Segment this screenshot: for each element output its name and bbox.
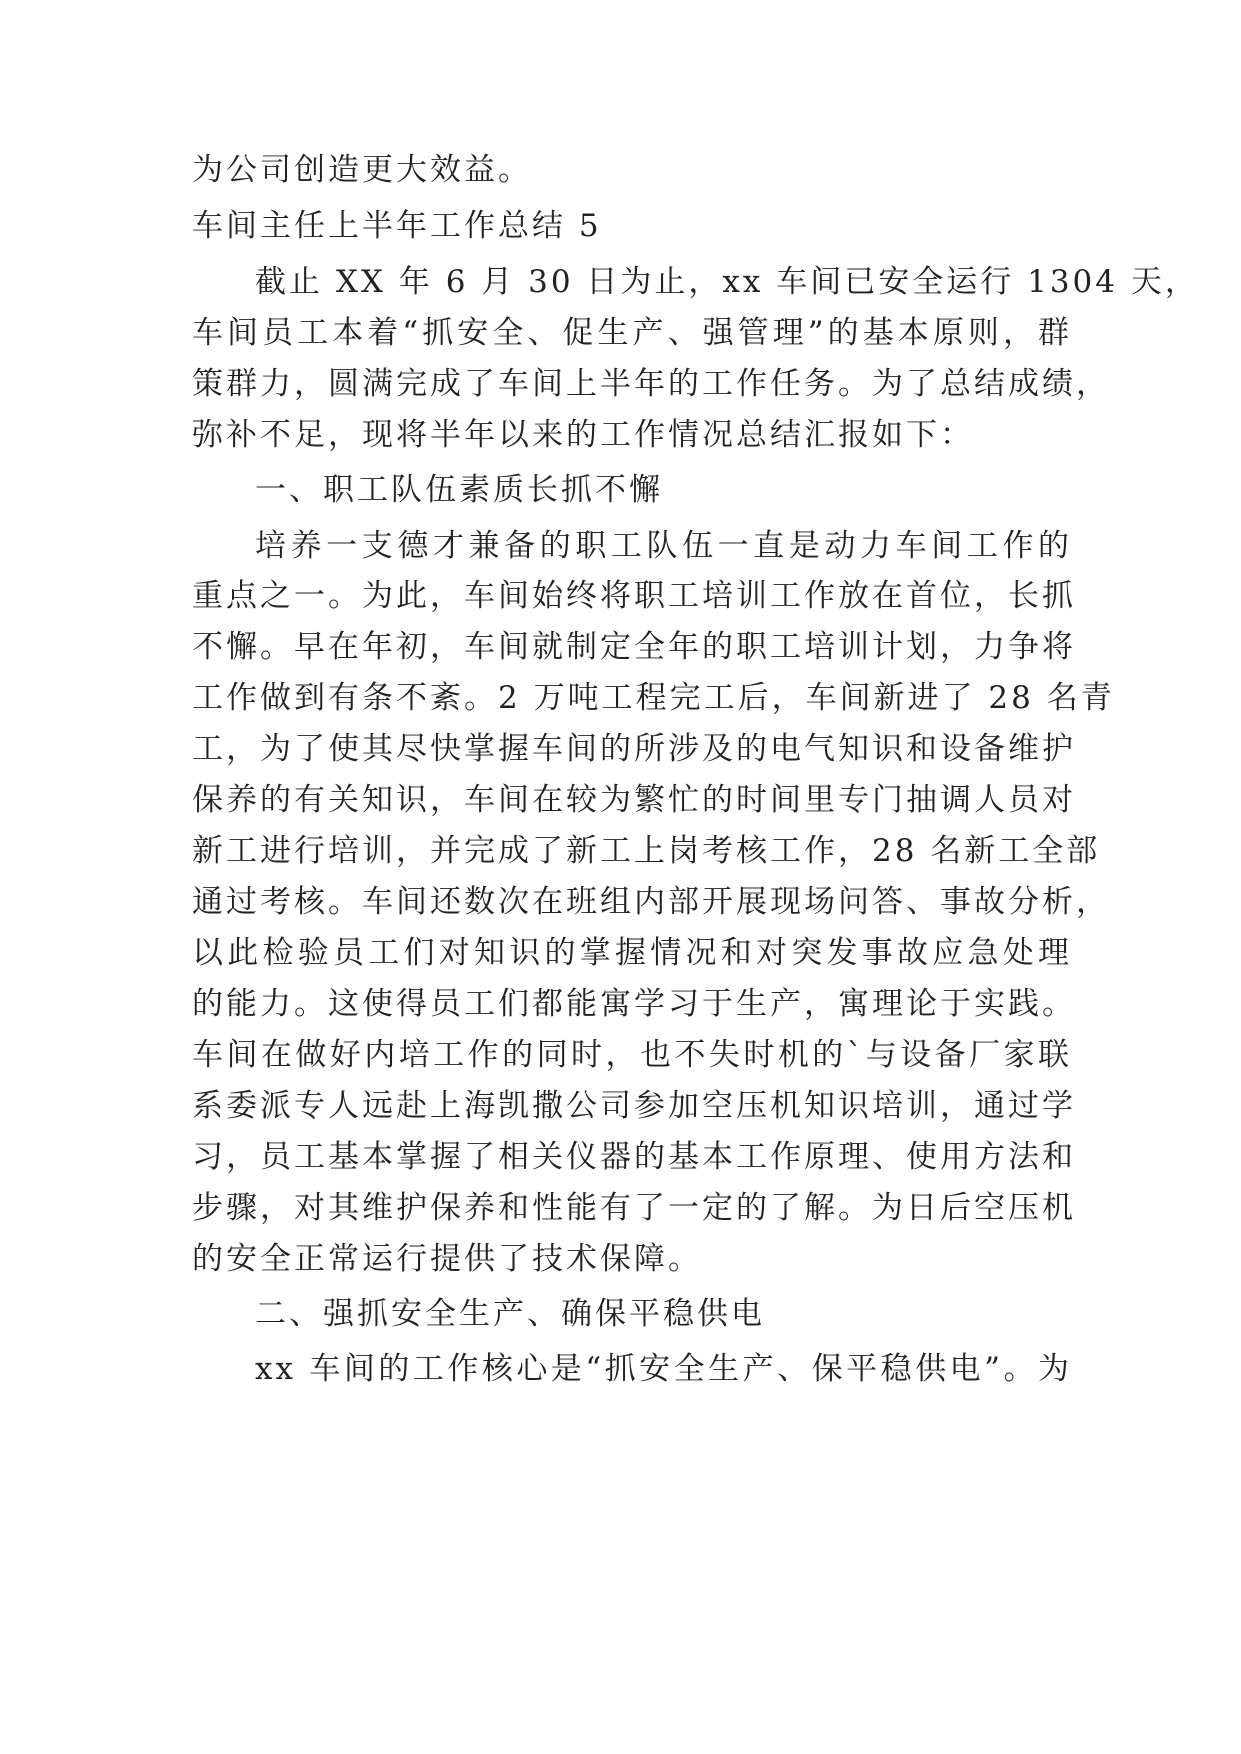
text-line-20: 习，员工基本掌握了相关仪器的基本工作原理、使用方法和 xyxy=(192,1139,1076,1175)
text-line-8: 培养一支德才兼备的职工队伍一直是动力车间工作的 xyxy=(255,528,1072,564)
text-line-3: 截止 XX 年 6 月 30 日为止，xx 车间已安全运行 1304 天， xyxy=(255,264,1199,300)
text-line-22: 的安全正常运行提供了技术保障。 xyxy=(192,1241,702,1277)
text-line-12: 工，为了使其尽快掌握车间的所涉及的电气知识和设备维护 xyxy=(192,731,1076,767)
text-line-11: 工作做到有条不紊。2 万吨工程完工后，车间新进了 28 名青 xyxy=(192,680,1115,716)
text-line-10: 不懈。早在年初，车间就制定全年的职工培训计划，力争将 xyxy=(192,629,1076,665)
text-line-16: 以此检验员工们对知识的掌握情况和对突发事故应急处理 xyxy=(192,935,1072,971)
text-line-17: 的能力。这使得员工们都能寓学习于生产，寓理论于实践。 xyxy=(192,986,1076,1022)
text-line-5: 策群力，圆满完成了车间上半年的工作任务。为了总结成绩， xyxy=(192,366,1110,402)
text-line-15: 通过考核。车间还数次在班组内部开展现场问答、事故分析， xyxy=(192,884,1110,920)
text-line-6: 弥补不足，现将半年以来的工作情况总结汇报如下： xyxy=(192,417,974,453)
text-line-14: 新工进行培训，并完成了新工上岗考核工作，28 名新工全部 xyxy=(192,833,1101,869)
section-title-5: 车间主任上半年工作总结 5 xyxy=(192,208,602,244)
text-line-18: 车间在做好内培工作的同时，也不失时机的`与设备厂家联 xyxy=(192,1037,1072,1073)
text-line-9: 重点之一。为此，车间始终将职工培训工作放在首位，长抓 xyxy=(192,578,1076,614)
text-line-19: 系委派专人远赴上海凯撒公司参加空压机知识培训，通过学 xyxy=(192,1088,1076,1124)
text-line-13: 保养的有关知识，车间在较为繁忙的时间里专门抽调人员对 xyxy=(192,782,1076,818)
text-line-24: xx 车间的工作核心是“抓安全生产、保平稳供电”。为 xyxy=(255,1351,1072,1387)
heading-one: 一、职工队伍素质长抓不懈 xyxy=(255,472,663,508)
text-line-21: 步骤，对其维护保养和性能有了一定的了解。为日后空压机 xyxy=(192,1190,1076,1226)
text-line-1: 为公司创造更大效益。 xyxy=(192,152,532,188)
text-line-4: 车间员工本着“抓安全、促生产、强管理”的基本原则，群 xyxy=(192,315,1072,351)
heading-two: 二、强抓安全生产、确保平稳供电 xyxy=(255,1296,765,1332)
